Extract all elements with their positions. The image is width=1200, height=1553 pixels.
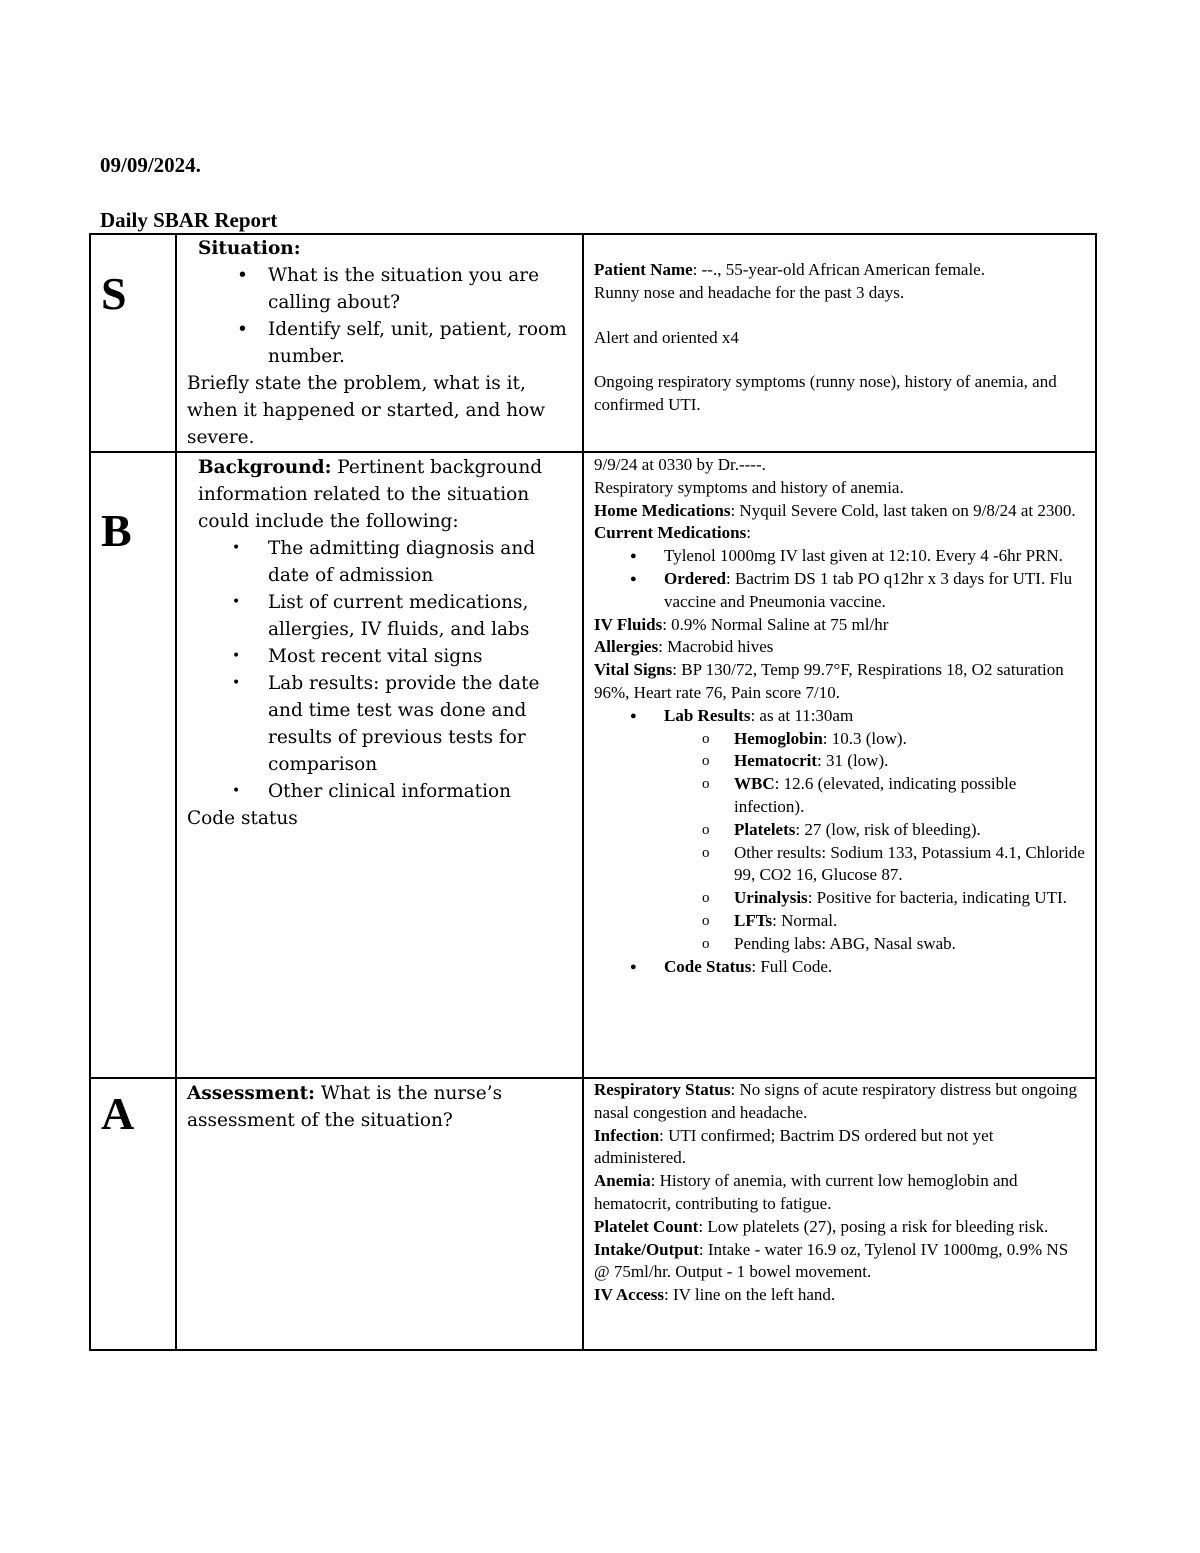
situation-content-cell [583, 234, 1096, 452]
background-content-cell [583, 452, 1096, 1078]
background-letter: B [101, 505, 132, 556]
background-prompt-list [187, 535, 572, 805]
sbar-table [89, 233, 1097, 1351]
allergies-label: Allergies [594, 637, 659, 657]
lab-label: WBC [734, 774, 775, 794]
lab-label: Urinalysis [734, 888, 808, 908]
patient-name-line [594, 259, 1085, 282]
lab-label: Hemoglobin [734, 728, 823, 748]
situation-row [90, 234, 1096, 452]
assessment-heading: Assessment: [187, 1083, 315, 1104]
assessment-value: : No signs of acute respiratory distress but ongoing nasal congestion and headache. [594, 1080, 1078, 1122]
assessment-content-cell [583, 1078, 1096, 1350]
background-intro [187, 454, 572, 535]
allergies-value: : Macrobid hives [658, 637, 774, 657]
list-item: • Most recent vital signs [187, 643, 572, 670]
report-date: 09/09/2024. [100, 153, 201, 177]
code-status-label: Code Status [664, 956, 752, 976]
current-meds-colon: : [746, 523, 751, 543]
list-item [594, 750, 1085, 773]
assessment-prompt-cell [176, 1078, 583, 1350]
iv-fluids-label: IV Fluids [594, 614, 663, 634]
lab-value: : Positive for bacteria, indicating UTI. [807, 888, 1067, 908]
code-status-prompt: Code status [187, 808, 298, 829]
list-item: • What is the situation you are calling about? [187, 262, 572, 316]
assessment-value: : Low platelets (27), posing a risk for bleeding risk. [698, 1216, 1049, 1236]
list-item [594, 568, 1085, 614]
medication-list [594, 545, 1085, 613]
lab-value: : 31 (low). [817, 751, 889, 771]
assessment-label: IV Access [594, 1285, 665, 1305]
situation-heading: Situation: [198, 238, 301, 259]
current-meds-label: Current Medications [594, 523, 747, 543]
list-item [594, 887, 1085, 910]
assessment-label: Anemia [594, 1171, 651, 1191]
list-item [594, 910, 1085, 933]
iv-fluids-line [594, 614, 1085, 637]
situation-line: Ongoing respiratory symptoms (runny nose), history of anemia, and confirmed UTI. [594, 372, 1057, 415]
lab-results-value: : as at 11:30am [750, 705, 854, 725]
reason-line: Respiratory symptoms and history of anemia. [594, 477, 904, 497]
lab-value: : 27 (low, risk of bleeding). [795, 819, 981, 839]
lab-label: Platelets [734, 819, 796, 839]
background-prompt-cell [176, 452, 583, 1078]
lab-value: Other results: Sodium 133, Potassium 4.1, Chloride 99, CO2 16, Glucose 87. [734, 842, 1085, 885]
list-item [594, 956, 1085, 979]
lab-value: : 10.3 (low). [822, 728, 907, 748]
assessment-row [90, 1078, 1096, 1350]
assessment-label: Platelet Count [594, 1216, 699, 1236]
situation-prompt-list [187, 262, 572, 370]
assessment-label: Intake/Output [594, 1239, 699, 1259]
list-item: • The admitting diagnosis and date of admission [187, 535, 572, 589]
background-heading-rest: Pertinent background information related to the situation could include the following: [198, 457, 543, 532]
situation-note: Briefly state the problem, what is it, when it happened or started, and how severe. [187, 373, 546, 448]
patient-name-value: : --., 55-year-old African American female. [692, 260, 985, 279]
assessment-value: : History of anemia, with current low hemoglobin and hematocrit, contributing to fatigue. [594, 1171, 1018, 1213]
lab-value: Pending labs: ABG, Nasal swab. [734, 933, 956, 953]
assessment-item [594, 1079, 1085, 1125]
assessment-value: : Intake - water 16.9 oz, Tylenol IV 1000mg, 0.9% NS @ 75ml/hr. Output - 1 bowel movement. [594, 1239, 1069, 1282]
list-item [594, 773, 1085, 819]
assessment-label: Infection [594, 1125, 660, 1145]
background-row [90, 452, 1096, 1078]
home-meds-value: : Nyquil Severe Cold, last taken on 9/8/24 at 2300. [730, 500, 1076, 520]
assessment-item [594, 1125, 1085, 1171]
home-meds-label: Home Medications [594, 500, 731, 520]
iv-fluids-value: : 0.9% Normal Saline at 75 ml/hr [662, 614, 889, 634]
patient-name-label: Patient Name [594, 260, 693, 279]
assessment-item [594, 1284, 1085, 1307]
assessment-item [594, 1216, 1085, 1239]
vital-signs-label: Vital Signs [594, 660, 673, 680]
assessment-item [594, 1170, 1085, 1216]
vital-signs-line [594, 659, 1085, 705]
assessment-heading-rest: What is the nurse’s assessment of the situation? [187, 1083, 503, 1131]
lab-label: LFTs [734, 910, 773, 930]
background-letter-cell [90, 452, 176, 1078]
allergies-line [594, 636, 1085, 659]
vital-signs-value: : BP 130/72, Temp 99.7°F, Respirations 18, O2 saturation 96%, Heart rate 76, Pain score 7/10. [594, 660, 1064, 702]
assessment-item [594, 1239, 1085, 1285]
lab-results-label: Lab Results [664, 705, 751, 725]
list-item [594, 842, 1085, 888]
list-item: • Other clinical information [187, 778, 572, 805]
admit-line: 9/9/24 at 0330 by Dr.----. [594, 455, 766, 474]
list-item: • Identify self, unit, patient, room number. [187, 316, 572, 370]
assessment-value: : UTI confirmed; Bactrim DS ordered but not yet administered. [594, 1125, 994, 1168]
situation-letter-cell [90, 234, 176, 452]
background-heading: Background: [198, 457, 332, 478]
list-item: ● Tylenol 1000mg IV last given at 12:10. Every 4 -6hr PRN. [594, 545, 1085, 568]
list-item [594, 705, 1085, 728]
situation-prompt-cell [176, 234, 583, 452]
assessment-label: Respiratory Status [594, 1080, 731, 1099]
list-item: • Lab results: provide the date and time test was done and results of previous tests for comparison [187, 670, 572, 778]
lab-results-list [594, 705, 1085, 979]
lab-value: : 12.6 (elevated, indicating possible infection). [734, 774, 1017, 816]
situation-letter: S [101, 268, 127, 319]
code-status-value: : Full Code. [751, 956, 833, 976]
lab-value: : Normal. [772, 910, 838, 930]
assessment-value: : IV line on the left hand. [664, 1285, 836, 1305]
situation-line: Alert and oriented x4 [594, 327, 739, 347]
list-item: • List of current medications, allergies, IV fluids, and labs [187, 589, 572, 643]
ordered-value: : Bactrim DS 1 tab PO q12hr x 3 days for UTI. Flu vaccine and Pneumonia vaccine. [664, 568, 1073, 611]
list-item [594, 933, 1085, 956]
current-meds-line [594, 522, 1085, 545]
assessment-letter-cell [90, 1078, 176, 1350]
assessment-letter: A [101, 1088, 135, 1139]
situation-line: Runny nose and headache for the past 3 days. [594, 282, 905, 302]
home-meds-line [594, 500, 1085, 523]
lab-label: Hematocrit [734, 751, 818, 771]
ordered-label: Ordered [664, 568, 727, 588]
report-title: Daily SBAR Report [100, 208, 278, 232]
list-item [594, 819, 1085, 842]
list-item [594, 728, 1085, 751]
assessment-intro [187, 1080, 572, 1134]
